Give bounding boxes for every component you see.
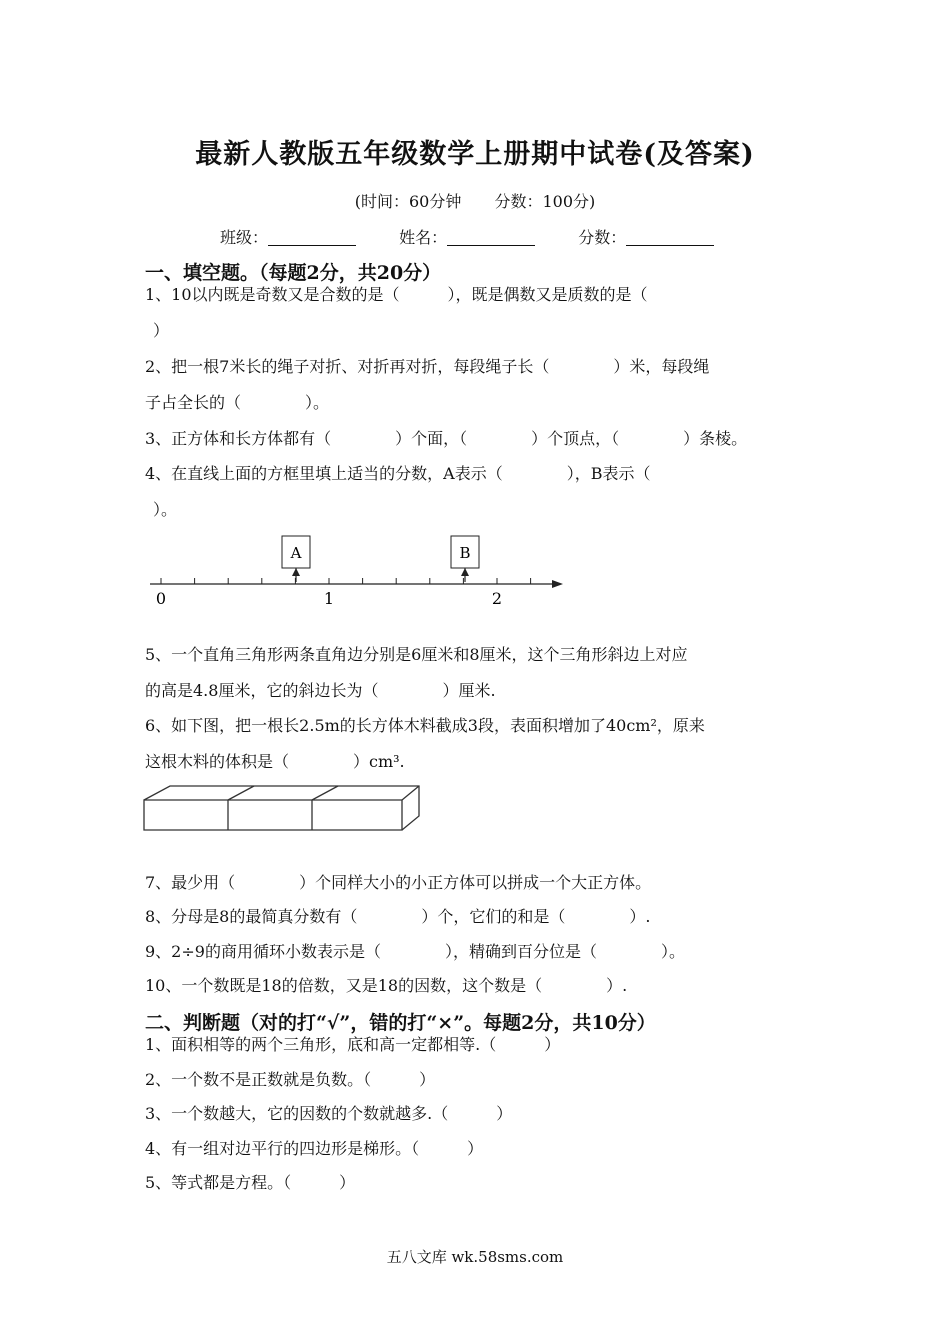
name-field bbox=[399, 225, 535, 248]
q4-line1: 4、在直线上面的方框里填上适当的分数，A表示（ ），B表示（ bbox=[145, 464, 651, 483]
judge2-line: 2、一个数不是正数就是负数。（ ） bbox=[145, 1070, 436, 1089]
number-line-figure bbox=[145, 532, 575, 612]
score-label: 分数： bbox=[578, 228, 627, 247]
exam-info bbox=[0, 189, 950, 212]
exam-score: 分数：100分) bbox=[494, 192, 596, 211]
student-fields bbox=[220, 225, 752, 248]
judge3-line: 3、一个数越大，它的因数的个数就越多.（ ） bbox=[145, 1104, 513, 1123]
q4-line2: ）。 bbox=[153, 500, 178, 519]
q10-line: 10、一个数既是18的倍数，又是18的因数，这个数是（ ）. bbox=[145, 976, 628, 995]
score-field bbox=[578, 225, 714, 248]
number-line-arrowhead bbox=[552, 580, 563, 588]
wood-block-outline bbox=[144, 786, 419, 830]
q7-line: 7、最少用（ ）个同样大小的小正方体可以拼成一个大正方体。 bbox=[145, 873, 652, 892]
arrow-b-head bbox=[461, 568, 469, 576]
score-blank[interactable] bbox=[626, 229, 714, 246]
class-field bbox=[220, 225, 356, 248]
section1-heading: 一、填空题。（每题2分，共20分） bbox=[145, 262, 442, 284]
q1-line1: 1、10以内既是奇数又是合数的是（ ），既是偶数又是质数的是（ bbox=[145, 285, 648, 304]
tick-label-1: 1 bbox=[323, 589, 335, 608]
tick-label-0: 0 bbox=[155, 589, 167, 608]
name-label: 姓名： bbox=[399, 228, 448, 247]
exam-time: (时间：60分钟 bbox=[354, 192, 462, 211]
q3-line: 3、正方体和长方体都有（ ）个面，（ ）个顶点，（ ）条棱。 bbox=[145, 429, 748, 448]
q6-line1: 6、如下图，把一根长2.5m的长方体木料截成3段，表面积增加了40cm²，原来 bbox=[145, 716, 705, 735]
wood-block-figure bbox=[142, 782, 427, 834]
number-line-ticks bbox=[161, 578, 531, 584]
judge4-line: 4、有一组对边平行的四边形是梯形。（ ） bbox=[145, 1139, 484, 1158]
class-label: 班级： bbox=[220, 228, 269, 247]
class-blank[interactable] bbox=[268, 229, 356, 246]
q5-line2: 的高是4.8厘米，它的斜边长为（ ）厘米. bbox=[145, 681, 496, 700]
box-b-label: B bbox=[459, 544, 471, 562]
arrow-a-head bbox=[292, 568, 300, 576]
tick-label-2: 2 bbox=[491, 589, 503, 608]
name-blank[interactable] bbox=[447, 229, 535, 246]
page-title: 最新人教版五年级数学上册期中试卷(及答案) bbox=[195, 139, 755, 170]
q5-line1: 5、一个直角三角形两条直角边分别是6厘米和8厘米，这个三角形斜边上对应 bbox=[145, 645, 688, 664]
q2-line2: 子占全长的（ ）。 bbox=[145, 393, 330, 412]
q6-line2: 这根木料的体积是（ ）cm³. bbox=[145, 752, 405, 771]
box-a-label: A bbox=[290, 544, 302, 562]
footer-watermark: 五八文库 wk.58sms.com bbox=[386, 1248, 564, 1266]
q9-line: 9、2÷9的商用循环小数表示是（ ），精确到百分位是（ ）。 bbox=[145, 942, 685, 961]
judge1-line: 1、面积相等的两个三角形，底和高一定都相等.（ ） bbox=[145, 1035, 561, 1054]
q1-line2: ） bbox=[153, 321, 170, 340]
section2-heading: 二、判断题（对的打“√”，错的打“×”。每题2分，共10分） bbox=[145, 1012, 656, 1034]
q2-line1: 2、把一根7米长的绳子对折、对折再对折，每段绳子长（ ）米，每段绳 bbox=[145, 357, 710, 376]
judge5-line: 5、等式都是方程。（ ） bbox=[145, 1173, 356, 1192]
q8-line: 8、分母是8的最简真分数有（ ）个，它们的和是（ ）. bbox=[145, 907, 651, 926]
